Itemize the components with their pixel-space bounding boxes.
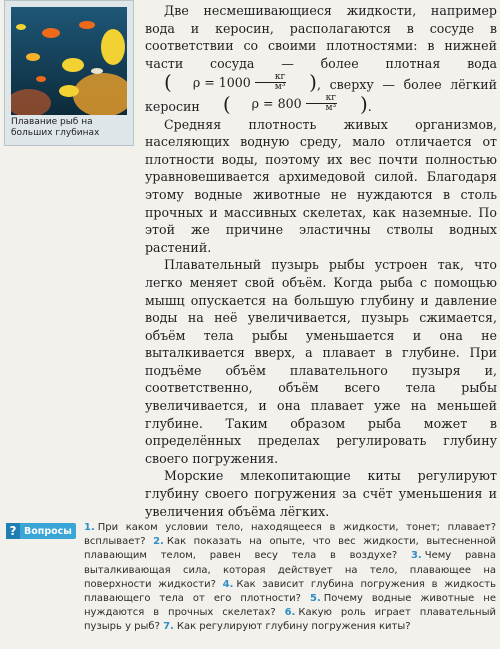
paragraph-liquids (145, 2, 497, 116)
question-number: 6. (284, 607, 296, 619)
unit-fraction (255, 73, 286, 92)
formula-value: ρ = 1000 (192, 74, 251, 90)
unit-denominator: м³ (274, 81, 286, 92)
question-number: 4. (222, 578, 234, 590)
questions-badge-label: Вопросы (24, 525, 72, 537)
paragraph-swim-bladder: Плавательный пузырь рыбы устроен так, что легко меняет свой объём. Когда рыба с помощью мышц опускается на большую глубину и давление воды на неё увеличивается, пузырь сжимается, объём тела рыбы уменьшается и она не выталкивается вверх, а плавает в глубине. При подъёме объём плавательного пузыря и, соответственно, объём всего тела рыбы увеличивается, и она плавает уже на меньшей глубине. Таким образом рыба может в определённых пределах регулировать глубину своего погружения. (145, 257, 497, 466)
paragraph-text: . (367, 98, 372, 114)
question-text: Как показать на опыте, что вес жидкости, вытесненной плавающим телом, равен весу тела в воздухе? (84, 536, 496, 562)
fish-figure (4, 0, 134, 146)
question-number: 5. (309, 593, 321, 605)
unit-fraction (306, 94, 337, 113)
fish-photo (11, 7, 127, 115)
question-text: Почему водные животные не нуждаются в прочных скелетах? (84, 593, 496, 619)
paragraph-whales: Морские млекопитающие киты регулируют глубину своего погружения за счёт уменьшения и увеличения объёма лёгких. (145, 468, 497, 519)
question-text: Чему равна выталкивающая сила, которая действует на тело, плавающее на поверхности жидкости? (84, 550, 496, 590)
question-text: Как зависит глубина погружения в жидкость плавающего тела от его плотности? (84, 578, 497, 605)
question-text: Как регулируют глубину погружения киты? (176, 621, 411, 633)
fish-photo-image (11, 7, 127, 115)
paragraph-text: Две несмешивающиеся жидкости, например вода и керосин, располагаются в сосуде в соответствии со своими плотностями: в нижней части сосуда — более плотная вода (145, 3, 497, 71)
water-density-formula: ( ρ = 1000 $\frac{кг}{\text{м³}}$ ) (164, 70, 317, 95)
unit-numerator: кг (306, 94, 337, 104)
main-text (145, 2, 497, 520)
unit-denominator: м³ (325, 103, 337, 114)
paragraph-organisms: Средняя плотность живых организмов, населяющих водную среду, мало отличается от плотности воды, поэтому их вес почти полностью уравновешивается архимедовой силой. Благодаря этому водные животные не нуждаются в столь прочных и массивных скелетах, как наземные. По этой же причине эластичны стволы водных растений. (145, 116, 497, 255)
formula-value: ρ = 800 (251, 96, 302, 112)
question-text: При каком условии тело, находящееся в жидкости, тонет; плавает? всплывает? (84, 522, 496, 548)
paragraph-text: , сверху — более лёгкий керосин (145, 77, 497, 114)
question-mark-icon: ? (6, 523, 20, 539)
question-number: 3. (410, 550, 422, 562)
question-item (163, 621, 410, 632)
questions-badge (6, 523, 76, 539)
question-number: 2. (153, 536, 164, 548)
kerosene-density-formula: ( ρ = 800 $\frac{кг}{\text{м³}}$ ) (222, 91, 368, 116)
unit-numerator: кг (255, 73, 286, 83)
figure-caption: Плавание рыб на больших глубинах (11, 117, 100, 138)
questions-list (84, 521, 496, 635)
question-number: 1. (84, 522, 95, 533)
question-number: 7. (163, 621, 174, 633)
question-text: Какую роль играет плавательный пузырь у рыб? (84, 607, 496, 633)
